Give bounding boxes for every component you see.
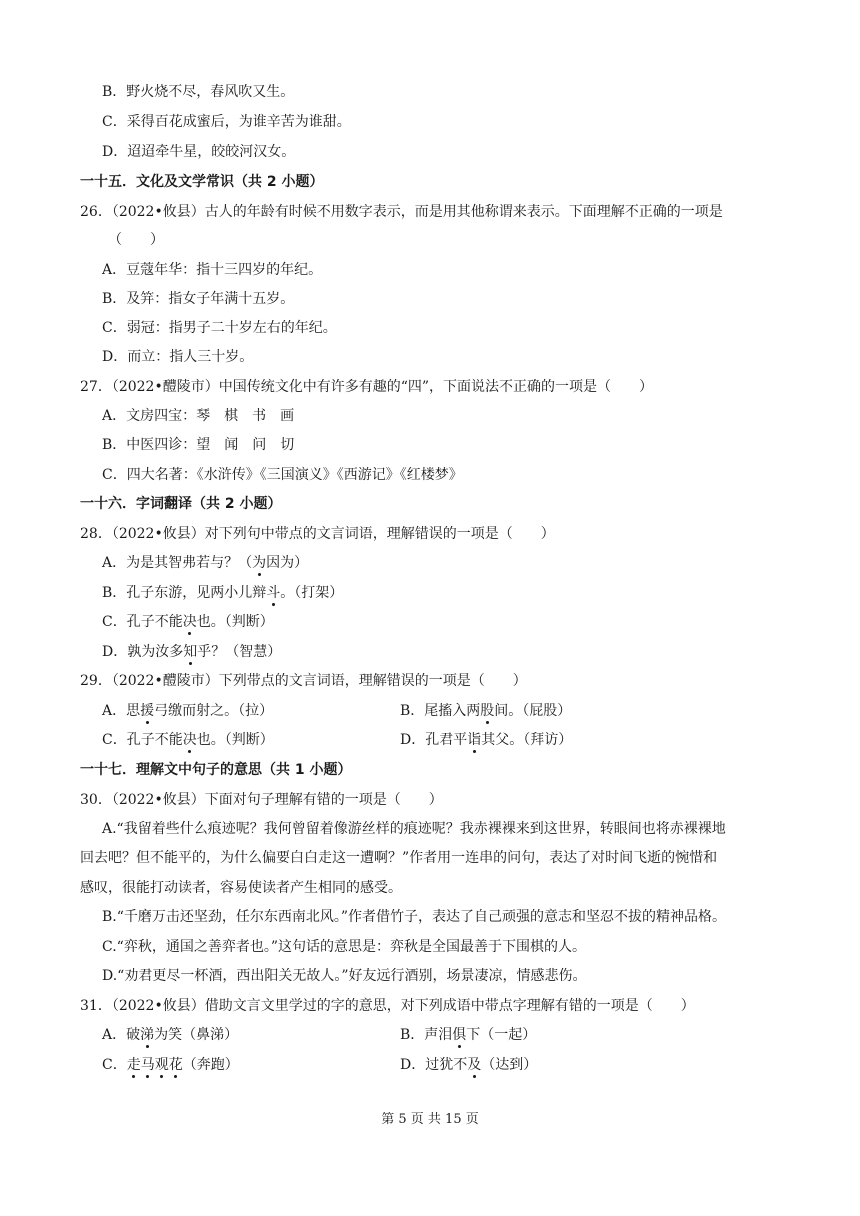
q30-option-a-line2: 回去吧？但不能平的，为什么偏要白白走这一遭啊？”作者用一连串的问句，表达了对时间飞逝的惋惜和 (80, 850, 718, 866)
q31-option-c: C．走马观花（奔跑） (102, 1057, 239, 1073)
option-b: B．野火烧不尽，春风吹又生。 (102, 84, 295, 100)
q28-option-a: A．为是其智弗若与？（为因为） (102, 555, 309, 571)
section-title-16: 一十六．字词翻译（共 2 小题） (80, 496, 282, 512)
question-28-stem: 28．（2022•攸县）对下列句中带点的文言词语，理解错误的一项是（ ） (80, 526, 555, 542)
q26-option-d: D．而立：指人三十岁。 (102, 349, 254, 365)
q26-option-b: B．及笄：指女子年满十五岁。 (102, 291, 295, 307)
q26-option-a: A．豆蔻年华：指十三四岁的年纪。 (102, 262, 323, 278)
q31-option-d: D．过犹不及（达到） (400, 1057, 538, 1073)
q27-option-b: B．中医四诊：望 闻 问 切 (102, 437, 295, 453)
emphasis-char: 决 (182, 614, 197, 630)
emphasis-char: 斗 (266, 585, 281, 601)
question-29-stem: 29．（2022•醴陵市）下列带点的文言词语，理解错误的一项是（ ） (80, 673, 527, 689)
emphasis-char: 诣 (467, 732, 482, 748)
page-footer: 第 5 页 共 15 页 (381, 1112, 479, 1127)
q30-option-a-line3: 感叹，很能打动读者，容易使读者产生相同的感受。 (80, 880, 402, 896)
question-26-stem: 26．（2022•攸县）古人的年龄有时候不用数字表示，而是用其他称谓来表示。下面理解不正确的一项是 (80, 204, 723, 220)
q29-option-c: C．孔子不能决也。（判断） (102, 732, 274, 748)
emphasis-char: 俱 (452, 1027, 467, 1043)
question-31-stem: 31．（2022•攸县）借助文言文里学过的字的意思，对下列成语中带点字理解有错的一项是（ ） (80, 998, 695, 1014)
option-d: D．迢迢牵牛星，皎皎河汉女。 (102, 144, 296, 160)
question-27-stem: 27．（2022•醴陵市）中国传统文化中有许多有趣的“四”，下面说法不正确的一项是（ ） (80, 379, 654, 395)
emphasis-char: 知 (183, 644, 198, 660)
emphasis-char: 决 (182, 732, 197, 748)
q31-option-a: A．破涕为笑（鼻涕） (102, 1027, 239, 1043)
emphasis-char: 援 (140, 703, 155, 719)
q28-option-c: C．孔子不能决也。（判断） (102, 614, 274, 630)
section-title-15: 一十五．文化及文学常识（共 2 小题） (80, 174, 324, 190)
q30-option-a-line1: A.“我留着些什么痕迹呢？我何曾留着像游丝样的痕迹呢？我赤裸裸来到这世界，转眼间也将赤裸裸地 (102, 821, 726, 837)
q29-option-a: A．思援弓缴而射之。（拉） (102, 703, 274, 719)
q29-option-b: B．尾搐入两股间。（屁股） (400, 703, 572, 719)
q30-option-b: B.“千磨万击还坚劲，任尔东西南北风。”作者借竹子，表达了自己顽强的意志和坚忍不拔的精神品格。 (102, 909, 727, 925)
q28-option-d: D．孰为汝多知乎？（智慧） (102, 644, 282, 660)
emphasis-char: 马 (140, 1057, 155, 1073)
q28-option-b: B．孔子东游，见两小儿辩斗。（打架） (102, 585, 344, 601)
emphasis-char: 花 (168, 1057, 183, 1073)
q30-option-d: D.“劝君更尽一杯酒，西出阳关无故人。”好友远行酒别，场景凄凉，情感悲伤。 (102, 968, 587, 984)
emphasis-char: 观 (154, 1057, 169, 1073)
emphasis-char: 走 (126, 1057, 141, 1073)
q30-option-c: C.“弈秋，通国之善弈者也。”这句话的意思是：弈秋是全国最善于下围棋的人。 (102, 939, 586, 955)
emphasis-char: 涕 (140, 1027, 155, 1043)
q29-option-d: D．孔君平诣其父。（拜访） (400, 732, 573, 748)
section-title-17: 一十七．理解文中句子的意思（共 1 小题） (80, 762, 352, 778)
q31-option-b: B．声泪俱下（一起） (400, 1027, 537, 1043)
q27-option-c: C．四大名著：《水浒传》《三国演义》《西游记》《红楼梦》 (102, 467, 463, 483)
emphasis-char: 为 (252, 555, 267, 571)
emphasis-char: 股 (480, 703, 495, 719)
option-c: C．采得百花成蜜后，为谁辛苦为谁甜。 (102, 114, 351, 130)
question-26-blank: （ ） (108, 232, 164, 248)
question-30-stem: 30．（2022•攸县）下面对句子理解有错的一项是（ ） (80, 792, 443, 808)
emphasis-char: 及 (467, 1057, 482, 1073)
q26-option-c: C．弱冠：指男子二十岁左右的年纪。 (102, 320, 337, 336)
q27-option-a: A．文房四宝：琴 棋 书 画 (102, 408, 295, 424)
